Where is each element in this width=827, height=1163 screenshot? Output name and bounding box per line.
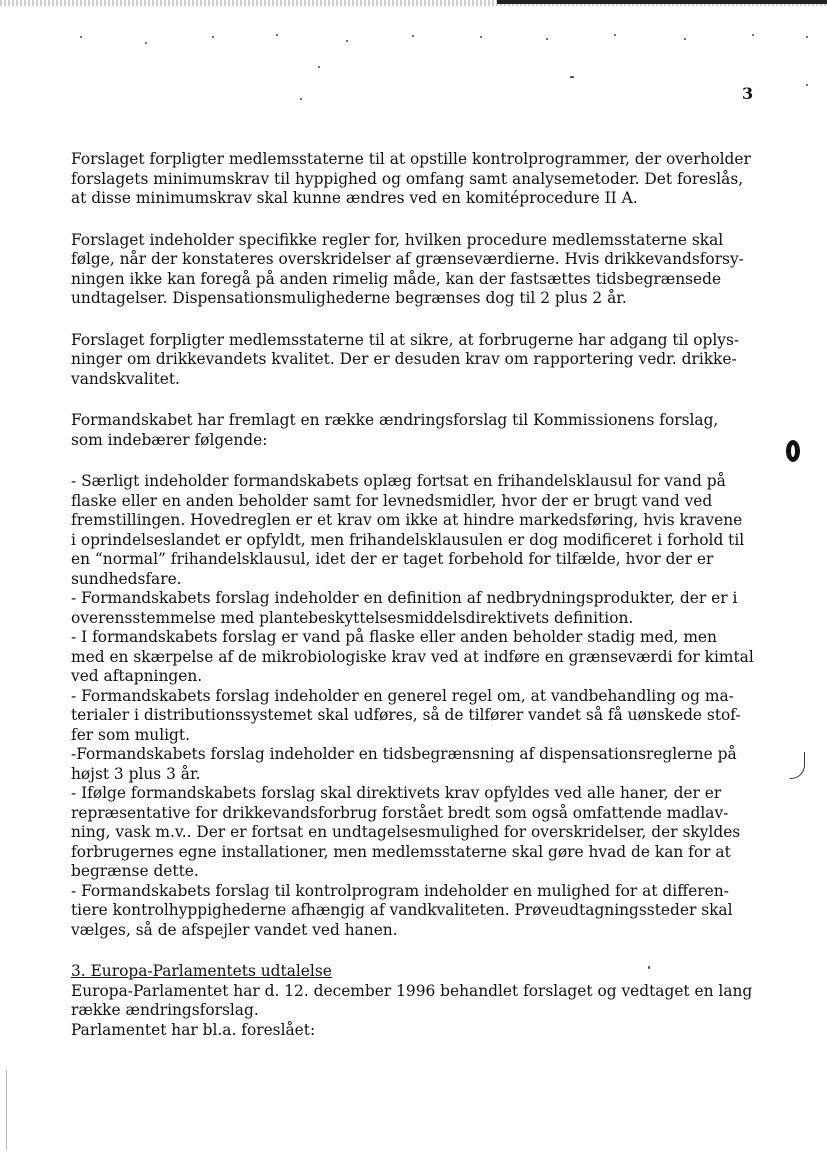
list-item-line: med en skærpelse af de mikrobiologiske krav ved at indføre en grænseværdi for kimtal xyxy=(71,647,754,666)
list-item-line: - I formandskabets forslag er vand på flaske eller anden beholder stadig med, men xyxy=(71,628,717,646)
list-item-line: terialer i distributionssystemet skal udføres, så de tilfører vandet så få uønskede stof- xyxy=(71,706,741,724)
document-body xyxy=(71,150,761,1040)
paragraph-control-programs xyxy=(71,150,761,209)
text-line: vandskvalitet. xyxy=(71,369,180,388)
scan-speck xyxy=(570,76,574,78)
text-line: Parlamentet har bl.a. foreslået: xyxy=(71,1020,316,1039)
scan-speck xyxy=(806,36,808,38)
list-item-line: repræsentative for drikkevandsforbrug forstået bredt som også omfattende madlav- xyxy=(71,803,729,822)
text-line: ningen ikke kan foregå på anden rimelig måde, kan der fastsættes tidsbegrænsede xyxy=(71,269,722,288)
list-item-line: vælges, så de afspejler vandet ved hanen. xyxy=(71,920,398,939)
scan-speck xyxy=(480,36,482,38)
text-line: følge, når der konstateres overskridelser af grænseværdierne. Hvis drikkevandsforsy- xyxy=(71,250,744,268)
list-item-line: - Særligt indeholder formandskabets oplæg fortsat en frihandelsklausul for vand på xyxy=(71,472,726,490)
list-item-line: sundhedsfare. xyxy=(71,569,182,588)
list-item-line: - Ifølge formandskabets forslag skal direktivets krav opfyldes ved alle haner, der er xyxy=(71,784,722,802)
list-item-line: begrænse dette. xyxy=(71,862,199,880)
text-line: at disse minimumskrav skal kunne ændres ved en komitéprocedure II A. xyxy=(71,189,638,207)
text-line: række ændringsforslag. xyxy=(71,1001,259,1019)
list-item-line: - Formandskabets forslag indeholder en definition af nedbrydningsprodukter, der er i xyxy=(71,589,738,607)
list-item-line: ning, vask m.v.. Der er fortsat en undtagelsesmulighed for overskridelser, der skyldes xyxy=(71,823,741,841)
scan-speck xyxy=(318,66,320,68)
list-item-line: - Formandskabets forslag indeholder en generel regel om, at vandbehandling og ma- xyxy=(71,686,734,705)
list-item-line: forbrugernes egne installationer, men medlemsstaterne skal gøre hvad de kan for at xyxy=(71,842,731,861)
scan-bracket-mark xyxy=(790,752,805,779)
text-line: forslagets minimumskrav til hyppighed og omfang samt analysemetoder. Det foreslås, xyxy=(71,169,744,188)
list-item-line: ved aftapningen. xyxy=(71,667,203,685)
scan-speck xyxy=(806,84,808,86)
scan-speck xyxy=(546,38,548,40)
text-line: undtagelser. Dispensationsmulighederne begrænses dog til 2 plus 2 år. xyxy=(71,289,627,307)
scan-speck xyxy=(346,40,348,42)
scan-speck xyxy=(752,34,754,36)
text-line: Forslaget forpligter medlemsstaterne til at opstille kontrolprogrammer, der overholder xyxy=(71,150,751,168)
scan-speck xyxy=(614,34,616,36)
text-line: Forslaget forpligter medlemsstaterne til at sikre, at forbrugerne har adgang til oplys- xyxy=(71,330,740,349)
scan-speck xyxy=(648,966,650,969)
scan-speck xyxy=(80,36,82,38)
section-heading: 3. Europa-Parlamentets udtalelse xyxy=(71,962,332,980)
page-number: 3 xyxy=(742,84,754,103)
presidency-proposal-list xyxy=(71,472,761,940)
text-line: som indebærer følgende: xyxy=(71,430,268,449)
list-item-line: fremstillingen. Hovedreglen er et krav om ikke at hindre markedsføring, hvis kravene xyxy=(71,511,743,529)
paragraph-consumer-information xyxy=(71,331,761,390)
scan-speck xyxy=(276,34,278,36)
scan-speck xyxy=(412,35,414,37)
paragraph-presidency-proposals xyxy=(71,411,761,450)
text-line: ninger om drikkevandets kvalitet. Der er desuden krav om rapportering vedr. drikke- xyxy=(71,350,737,368)
list-item-line: i oprindelseslandet er opfyldt, men frihandelsklausulen er dog modificeret i forhold til xyxy=(71,530,745,549)
scan-top-edge-dark xyxy=(497,0,827,4)
text-line: Europa-Parlamentet har d. 12. december 1996 behandlet forslaget og vedtaget en lang xyxy=(71,981,753,1000)
scan-speck xyxy=(300,98,302,100)
list-item-line: tiere kontrolhyppighederne afhængig af vandkvaliteten. Prøveudtagningssteder skal xyxy=(71,901,733,919)
list-item-line: - Formandskabets forslag til kontrolprogram indeholder en mulighed for at differen- xyxy=(71,881,729,900)
scan-speck xyxy=(145,42,147,44)
section-parliament-opinion xyxy=(71,962,761,1040)
paragraph-exceedance-rules xyxy=(71,231,761,309)
scan-margin-line xyxy=(6,1070,7,1150)
scan-speck xyxy=(684,38,686,40)
list-item-line: -Formandskabets forslag indeholder en tidsbegrænsning af dispensationsreglerne på xyxy=(71,745,737,763)
list-item-line: en “normal” frihandelsklausul, idet der er taget forbehold for tilfælde, hvor der er xyxy=(71,550,714,568)
list-item-line: overensstemmelse med plantebeskyttelsesmiddelsdirektivets definition. xyxy=(71,608,634,627)
punch-hole-mark xyxy=(786,440,800,462)
scan-speck xyxy=(212,36,214,38)
text-line: Formandskabet har fremlagt en række ændringsforslag til Kommissionens forslag, xyxy=(71,411,719,429)
list-item-line: flaske eller en anden beholder samt for levnedsmidler, hvor der er brugt vand ved xyxy=(71,491,713,510)
list-item-line: højst 3 plus 3 år. xyxy=(71,764,201,783)
text-line: Forslaget indeholder specifikke regler for, hvilken procedure medlemsstaterne skal xyxy=(71,230,724,249)
list-item-line: fer som muligt. xyxy=(71,725,190,744)
